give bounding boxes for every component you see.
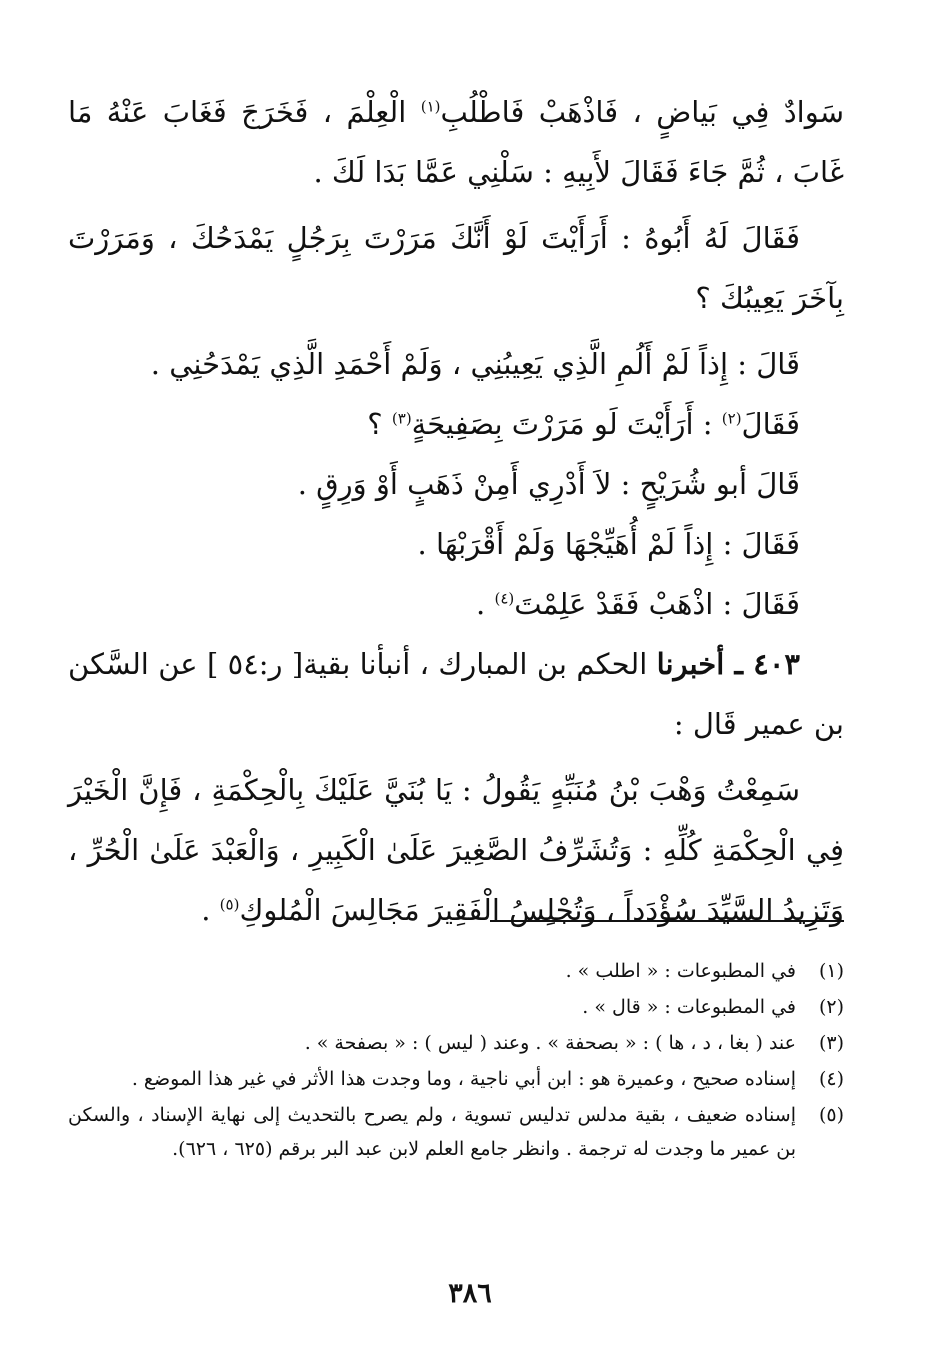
footnote-item	[68, 1026, 844, 1060]
footnote-number: (١)	[818, 960, 844, 982]
footnote-ref-2[interactable]: (٢)	[721, 409, 742, 428]
paragraph-9	[68, 760, 844, 940]
footnote-text: في المطبوعات : « اطلب » .	[565, 960, 796, 982]
footnote-text: إسناده ضعيف ، بقية مدلس تدليس تسوية ، ولم يصرح بالتحديث إلى نهاية الإسناد ، والسكن بن عمير ما وجدت له ترجمة . وانظر جامع العلم لابن عبد البر برقم (٦٢٥ ، ٦٢٦).	[68, 1104, 796, 1160]
hadith-403	[68, 634, 844, 754]
main-text	[68, 82, 844, 940]
paragraph-7	[68, 574, 844, 634]
page-content	[68, 82, 844, 946]
footnote-ref-4[interactable]: (٤)	[494, 589, 515, 608]
hadith-number: ٤٠٣ ـ	[734, 647, 800, 681]
footnote-number: (٤)	[818, 1068, 844, 1090]
paragraph-4-text-c: ؟	[367, 407, 392, 441]
hadith-chain: الحكم بن المبارك ، أنبأنا بقية[ ر:٥٤ ] عن السَّكن بن عمير قَال :	[68, 647, 844, 741]
footnote-text: عند ( بغا ، د ، ها ) : « بصحفة » . وعند ( ليس ) : « بصفحة » .	[304, 1032, 796, 1054]
footnote-item	[68, 954, 844, 988]
footnote-number: (٣)	[818, 1032, 844, 1054]
footnote-item	[68, 1062, 844, 1096]
footnote-divider	[490, 920, 844, 922]
footnote-number: (٥)	[818, 1104, 844, 1126]
paragraph-7-text-b: .	[476, 587, 495, 621]
paragraph-3: قَالَ : إِذاً لَمْ أَلُمِ الَّذِي يَعِيبُنِي ، وَلَمْ أَحْمَدِ الَّذِي يَمْدَحُنِي .	[150, 347, 800, 381]
footnote-number: (٢)	[818, 996, 844, 1018]
paragraph-9-text-a: سَمِعْتُ وَهْبَ بْنُ مُنَبِّهٍ يَقُولُ : يَا بُنَيَّ عَلَيْكَ بِالْحِكْمَةِ ، فَإِنَّ الْخَيْرَ فِي الْحِكْمَةِ كُلِّهِ : وَتُشَرِّفُ الصَّغِيرَ عَلَىٰ الْكَبِيرِ ، وَالْعَبْدَ عَلَىٰ الْحُرِّ ، وَتَزِيدُ السَّيِّدَ سُؤْدَداً ، وَتُجْلِسُ الْفَقِيرَ مَجَالِسَ الْمُلوكِ	[68, 773, 844, 927]
paragraph-1	[68, 82, 844, 202]
footnote-ref-3[interactable]: (٣)	[391, 409, 412, 428]
footnote-ref-5[interactable]: (٥)	[219, 895, 240, 914]
paragraph-9-text-b: .	[201, 893, 220, 927]
paragraph-1-text-b: الْعِلْمَ ، فَخَرَجَ فَغَابَ عَنْهُ مَا غَابَ ، ثُمَّ جَاءَ فَقَالَ لأَبِيهِ : سَلْنِي عَمَّا بَدَا لَكَ .	[68, 95, 844, 189]
footnote-item	[68, 1098, 844, 1166]
footnote-text: إسناده صحيح ، وعميرة هو : ابن أبي ناجية ، وما وجدت هذا الأثر في غير هذا الموضع .	[131, 1068, 796, 1090]
hadith-lead-word: أخبرنا	[656, 647, 735, 681]
footnotes	[68, 954, 844, 1168]
paragraph-4	[68, 394, 844, 454]
paragraph-4-text-a: فَقَالَ	[741, 407, 800, 441]
footnote-ref-1[interactable]: (١)	[420, 97, 441, 116]
paragraph-2: فَقَالَ لَهُ أَبُوهُ : أَرَأَيْتَ لَوْ أَنَّكَ مَرَرْتَ بِرَجُلٍ يَمْدَحُكَ ، وَمَرَرْتَ بِآخَرَ يَعِيبُكَ ؟	[68, 221, 844, 315]
paragraph-5: قَالَ أبو شُرَيْحٍ : لاَ أَدْرِي أَمِنْ ذَهَبٍ أَوْ وَرِقٍ .	[297, 467, 800, 501]
paragraph-4-text-b: : أَرَأَيْتَ لَو مَرَرْتَ بِصَفِيحَةٍ	[411, 407, 722, 441]
paragraph-6: فَقَالَ : إِذاً لَمْ أُهَيِّجْهَا وَلَمْ أَقْرَبْهَا .	[417, 527, 800, 561]
paragraph-1-text-a: سَوادٌ فِي بَياضٍ ، فَاذْهَبْ فَاطْلُبِ	[440, 95, 844, 129]
paragraph-7-text-a: فَقَالَ : اذْهَبْ فَقَدْ عَلِمْتَ	[514, 587, 800, 621]
page-number: ٣٨٦	[448, 1278, 492, 1309]
footnote-text: في المطبوعات : « قال » .	[582, 996, 796, 1018]
footnote-item	[68, 990, 844, 1024]
